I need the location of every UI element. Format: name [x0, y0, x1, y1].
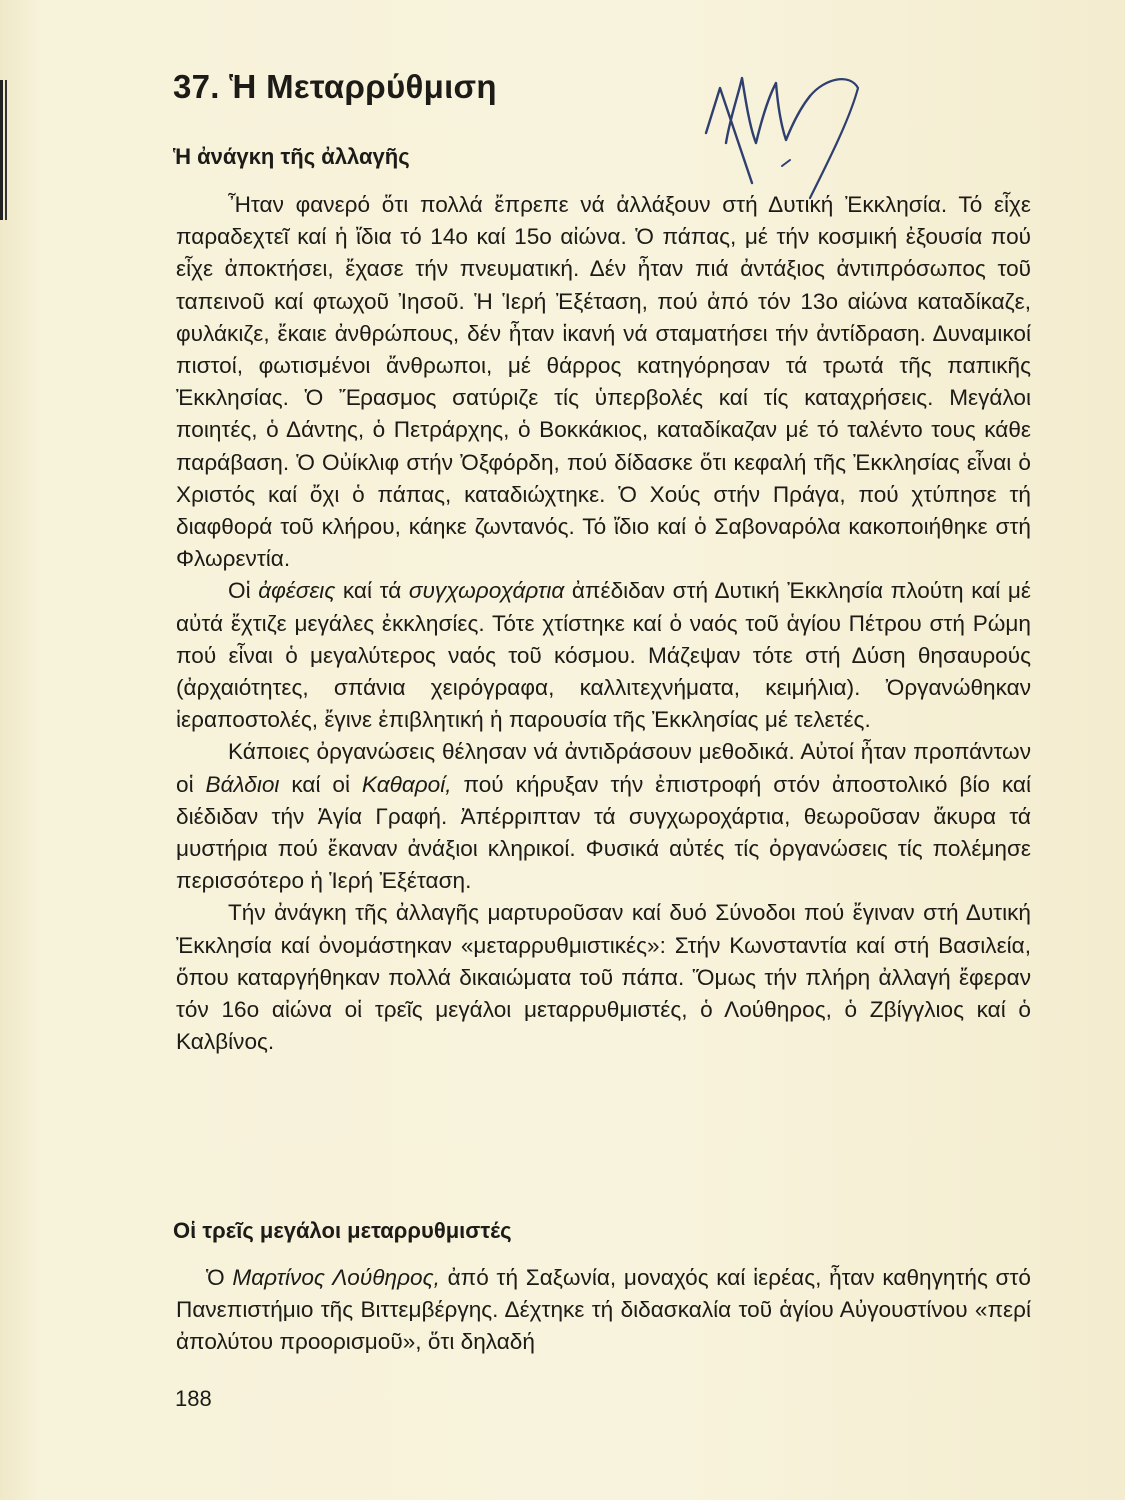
section-heading-need-for-change: Ἡ ἀνάγκη τῆς ἀλλαγῆς	[173, 144, 410, 169]
page-number: 188	[175, 1386, 212, 1411]
text-run: ἀπό τή Σαξωνία, μοναχός καί ἱερέας, ἦταν καθηγητής στό Πανεπιστήμιο τῆς Βιττεμβέργης. Δέχτηκε τή διδασκαλία τοῦ ἁγίου Αὐγουστίνου «περί ἀπολύτου προορισμοῦ», ὅτι δηλαδή	[176, 1265, 1031, 1355]
paragraph	[176, 897, 1031, 1058]
text-run: ἀπέδιδαν στή Δυτική Ἐκκλησία πλούτη καί μέ αὐτά ἔχτιζε μεγάλες ἐκκλησίες. Τότε χτίστηκε καί ὁ ναός τοῦ ἁγίου Πέτρου στή Ρώμη πού εἶναι ὁ μεγαλύτερος ναός τοῦ κόσμου. Μάζεψαν τότε στή Δύση θησαυρούς (ἀρχαιότητες, σπάνια χειρόγραφα, καλλιτεχνήματα, κειμήλια). Ὀργανώθηκαν ἱεραποστολές, ἔγινε ἐπιβλητική ἡ παρουσία τῆς Ἐκκλησίας μέ τελετές.	[176, 578, 1031, 733]
text-run: Τήν ἀνάγκη τῆς ἀλλαγῆς μαρτυροῦσαν καί δυό Σύνοδοι πού ἔγιναν στή Δυτική Ἐκκλησία καί ὀνομάστηκαν «μεταρρυθμιστικές»: Στήν Κωνσταντία καί στή Βασιλεία, ὅπου καταργήθηκαν πολλά δικαιώματα τοῦ πάπα. Ὅμως τήν πλήρη ἀλλαγή ἔφεραν τόν 16ο αἰώνα οἱ τρεῖς μεγάλοι μεταρρυθμιστές, ὁ Λούθηρος, ὁ Ζβίγγλιος καί ὁ Καλβίνος.	[176, 900, 1031, 1055]
italic-term: ἀφέσεις	[258, 578, 336, 604]
text-run: καί οἱ	[279, 771, 362, 797]
paragraph	[176, 575, 1031, 736]
paragraph	[176, 1262, 1031, 1359]
text-run: Ὁ	[206, 1265, 233, 1290]
italic-term: Βάλδιοι	[205, 771, 280, 797]
text-run: Ἦταν φανερό ὅτι πολλά ἔπρεπε νά ἀλλάξουν στή Δυτική Ἐκκλησία. Τό εἶχε παραδεχτεῖ καί ἡ ἴδια τό 14ο καί 15ο αἰώνα. Ὁ πάπας, μέ τήν κοσμική ἐξουσία πού εἶχε ἀποκτήσει, ἔχασε τήν πνευματική. Δέν ἦταν πιά ἀντάξιος ἀντιπρόσωπος τοῦ ταπεινοῦ καί φτωχοῦ Ἰησοῦ. Ἡ Ἱερή Ἐξέταση, πού ἀπό τόν 13ο αἰώνα καταδίκαζε, φυλάκιζε, ἔκαιε ἀνθρώπους, δέν ἦταν ἱκανή νά σταματήσει τήν ἀντίδραση. Δυναμικοί πιστοί, φωτισμένοι ἄνθρωποι, μέ θάρρος κατηγόρησαν τά τρωτά τῆς παπικῆς Ἐκκλησίας. Ὁ Ἔρασμος σατύριζε τίς ὑπερβολές καί τίς καταχρήσεις. Μεγάλοι ποιητές, ὁ Δάντης, ὁ Πετράρχης, ὁ Βοκκάκιος, καταδίκαζαν μέ τό ταλέντο τους κάθε παράβαση. Ὁ Οὐίκλιφ στήν Ὀξφόρδη, πού δίδασκε ὅτι κεφαλή τῆς Ἐκκλησίας εἶναι ὁ Χριστός καί ὄχι ὁ πάπας, καταδιώχτηκε. Ὁ Χούς στήν Πράγα, πού χτύπησε τή διαφθορά τοῦ κλήρου, κάηκε ζωντανός. Τό ἴδιο καί ὁ Σαβοναρόλα κακοποιήθηκε στή Φλωρεντία.	[176, 192, 1031, 572]
italic-term: συγχωροχάρτια	[408, 578, 565, 604]
text-run: καί τά	[335, 578, 409, 604]
paragraph	[176, 736, 1031, 897]
text-run: πού κήρυξαν τήν ἐπιστροφή στόν ἀποστολικό βίο καί διέδιδαν τήν Ἁγία Γραφή. Ἀπέρριπταν τά συγχωροχάρτια, θεωροῦσαν ἄκυρα τά μυστήρια πού ἔκαναν ἀνάξιοι κληρικοί. Φυσικά αὐτές τίς ὀργανώσεις τίς πολέμησε περισσότερο ἡ Ἱερή Ἐξέταση.	[176, 771, 1031, 894]
italic-term: Μαρτίνος Λούθηρος,	[232, 1265, 440, 1290]
paragraph	[176, 189, 1031, 575]
text-run: Κάποιες ὀργανώσεις θέλησαν νά ἀντιδράσουν μεθοδικά. Αὐτοί ἦταν προπάντων οἱ	[176, 739, 1031, 797]
section-body-three-reformers	[176, 1262, 1031, 1359]
section-heading-three-reformers: Οἱ τρεῖς μεγάλοι μεταρρυθμιστές	[173, 1218, 512, 1243]
italic-term: Καθαροί,	[361, 771, 452, 797]
chapter-title: 37. Ἡ Μεταρρύθμιση	[173, 68, 497, 105]
text-run: Οἱ	[228, 578, 259, 604]
binding-edge	[0, 80, 8, 220]
section-body-need-for-change	[176, 189, 1031, 1058]
